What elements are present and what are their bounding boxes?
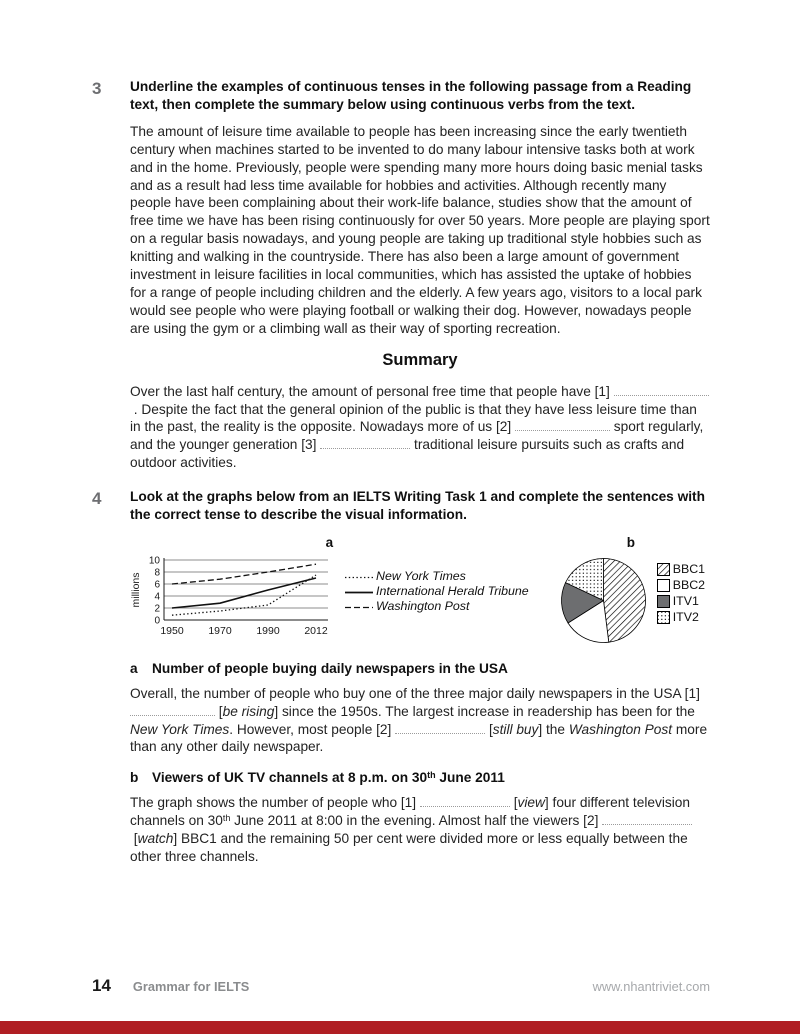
pie-chart-block — [557, 534, 705, 647]
answer-blank — [395, 724, 485, 734]
line-chart — [130, 554, 334, 647]
charts-row — [130, 534, 710, 647]
section-b-paragraph: The graph shows the number of people who [1] [view] four different television channels on 30th June 2011 at 8:00 in the evening. Almost half the viewers [2] [watch] BBC1 and the remaining 50 per cent were divided more or less equally between the other three channels. — [130, 794, 710, 866]
exercise-4 — [92, 488, 710, 866]
line-chart-legend — [344, 570, 529, 615]
exercise-3-body — [130, 78, 710, 472]
svg-text:8: 8 — [154, 567, 160, 579]
chart-a-label: a — [325, 534, 334, 550]
pie-legend-item — [657, 610, 705, 626]
legend-label: International Herald Tribune — [376, 584, 529, 599]
book-title: Grammar for IELTS — [132, 979, 250, 994]
svg-text:10: 10 — [148, 555, 160, 567]
exercise-3-number: 3 — [92, 79, 102, 98]
exercise-4-instruction: Look at the graphs below from an IELTS Writing Task 1 and complete the sentences with the correct tense to describe the visual information. — [130, 489, 705, 523]
svg-text:1990: 1990 — [256, 624, 280, 637]
summary-paragraph: Over the last half century, the amount of personal free time that people have [1] . Despite the fact that the general opinion of the public is that they have less leisure time than in the past, the reality is the opposite. Nowadays more of us [2] sport regularly, and the younger generation [3] traditional leisure pursuits such as crafts and outdoor activities. — [130, 383, 710, 473]
section-b-letter: b — [130, 770, 139, 786]
pie-legend-item — [657, 578, 705, 594]
answer-blank — [515, 421, 610, 431]
exercise-4-number: 4 — [92, 489, 102, 509]
answer-blank — [614, 386, 709, 396]
summary-title: Summary — [382, 350, 458, 369]
legend-swatch — [657, 595, 670, 608]
svg-text:millions: millions — [130, 572, 142, 608]
page-number: 14 — [92, 976, 111, 995]
legend-swatch — [657, 611, 670, 624]
legend-label: New York Times — [376, 569, 466, 584]
exercise-3 — [92, 78, 710, 472]
legend-label: ITV1 — [672, 593, 699, 608]
section-a-title: Number of people buying daily newspapers in the USA — [152, 660, 508, 676]
exercise-3-instruction: Underline the examples of continuous tenses in the following passage from a Reading text, then complete the summary below using continuous verbs from the text. — [130, 79, 692, 112]
legend-label: BBC1 — [672, 561, 706, 576]
pie-chart-legend — [657, 562, 705, 626]
pie-chart-area — [557, 554, 705, 647]
legend-swatch — [657, 579, 670, 592]
svg-text:4: 4 — [154, 591, 160, 603]
legend-label: BBC2 — [672, 577, 706, 592]
footer — [92, 976, 710, 996]
legend-label: Washington Post — [376, 599, 470, 614]
answer-blank — [420, 797, 510, 807]
line-legend-item — [344, 600, 529, 615]
section-a-letter: a — [130, 660, 138, 676]
footer-accent-bar — [0, 1021, 800, 1034]
svg-text:2: 2 — [154, 603, 160, 615]
svg-text:0: 0 — [154, 615, 160, 627]
section-b-title: Viewers of UK TV channels at 8 p.m. on 30th June 2011 — [152, 770, 505, 786]
pie-chart — [557, 554, 650, 647]
answer-blank — [602, 815, 692, 825]
legend-line-sample — [344, 573, 374, 582]
legend-swatch — [657, 563, 670, 576]
legend-label: ITV2 — [672, 609, 699, 624]
svg-text:1970: 1970 — [208, 624, 232, 637]
exercise-4-body — [130, 488, 710, 866]
section-a-paragraph: Overall, the number of people who buy one of the three major daily newspapers in the USA [1] [be rising] since the 1950s. The largest increase in readership has been for the New York Times. However, most people [2] [still buy] the Washington Post more than any other daily newspaper. — [130, 685, 708, 755]
line-chart-block — [130, 534, 529, 647]
svg-text:2012: 2012 — [304, 624, 328, 637]
pie-legend-item — [657, 562, 705, 578]
line-chart-area — [130, 554, 529, 647]
answer-blank — [130, 706, 215, 716]
website-url: www.nhantriviet.com — [592, 979, 710, 994]
svg-text:6: 6 — [154, 579, 160, 591]
svg-text:1950: 1950 — [160, 624, 184, 637]
pie-legend-item — [657, 594, 705, 610]
legend-line-sample — [344, 603, 374, 612]
answer-blank — [320, 439, 410, 449]
reading-passage: The amount of leisure time available to people has been increasing since the early twentieth century when machines started to be invented to do many labour intensive tasks both at work and in the home. Previously, people were spending many more hours doing basic menial tasks and as a result had less time available for hobbies and activities. Although recently many people have been complaining about their work-life balance, studies show that the amount of free time we have has been rising continuously for over 50 years. More people are playing sport on a regular basis nowadays, and young people are taking up traditional style hobbies such as knitting and walking in the countryside. There has also been a large amount of government investment in leisure facilities in local communities, which has assisted the uptake of hobbies for a range of people including children and the elderly. A few years ago, visitors to a local park would see people who were playing football or walking their dog. However, nowadays people are using the gym or a climbing wall as their way of sporting recreation. — [130, 123, 710, 336]
legend-line-sample — [344, 588, 374, 597]
chart-b-label: b — [626, 534, 635, 550]
section-b-heading — [130, 769, 710, 787]
section-a-heading — [130, 660, 710, 678]
